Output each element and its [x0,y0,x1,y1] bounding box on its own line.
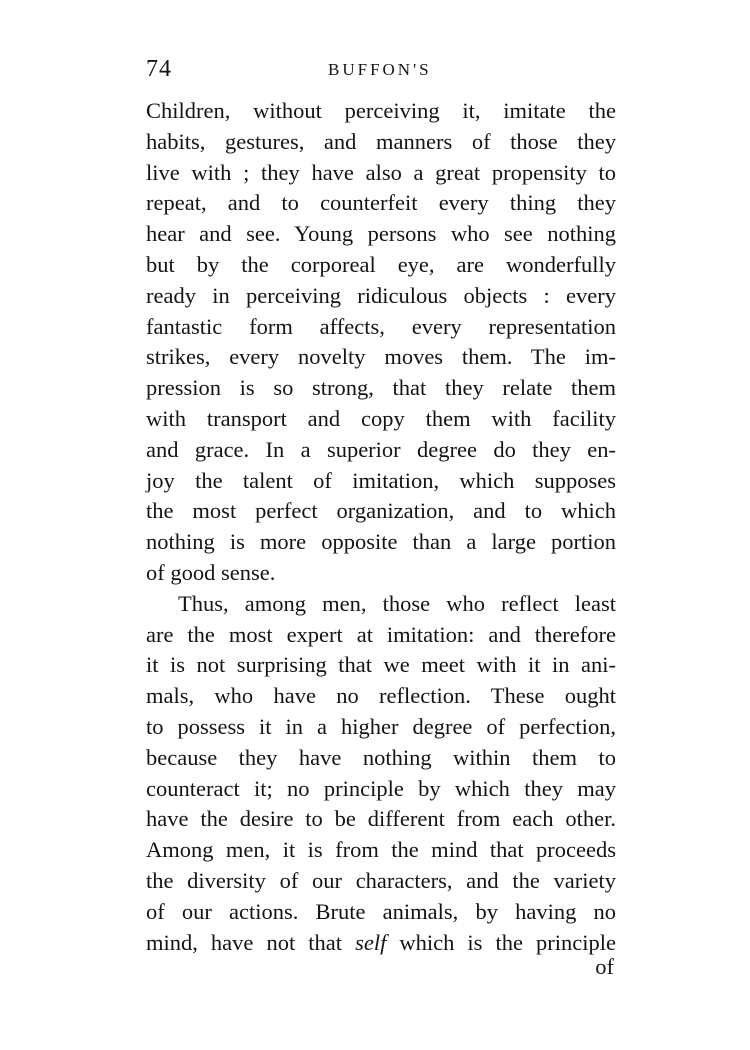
text-line: Among men, it is from the mind that proceeds [146,837,616,863]
text-line: fantastic form affects, every representation [146,313,616,339]
text-line: repeat, and to counterfeit every thing they [146,190,616,216]
text-fragment: which is the principle [386,929,617,955]
text-line: hear and see. Young persons who see nothing [146,221,616,247]
text-line: of our actions. Brute animals, by having no [146,898,616,924]
text-line: to possess it in a higher degree of perfection, [146,713,616,739]
text-line: and grace. In a superior degree do they en- [146,436,616,462]
text-line: the most perfect organization, and to which [146,498,616,524]
text-line: but by the corporeal eye, are wonderfully [146,251,616,277]
page-number: 74 [146,56,172,82]
text-line: of good sense. [146,559,276,585]
text-line: live with ; they have also a great propensity to [146,159,616,185]
text-line: ready in perceiving ridiculous objects : every [146,282,616,308]
text-line: strikes, every novelty moves them. The im- [146,344,616,370]
text-line: it is not surprising that we meet with it in ani- [146,652,616,678]
body-text [146,96,616,958]
italic-word: self [355,929,387,955]
text-line: Thus, among men, those who reflect least [178,590,616,616]
text-line: are the most expert at imitation: and therefore [146,621,616,647]
text-line: joy the talent of imitation, which supposes [146,467,616,493]
catchword: of [595,954,614,979]
text-line-final [146,928,616,959]
text-line: the diversity of our characters, and the variety [146,867,616,893]
text-line: have the desire to be different from each other. [146,806,616,832]
text-fragment: mind, have not that [146,929,356,955]
text-line: mals, who have no reflection. These ought [146,683,616,709]
text-line: with transport and copy them with facility [146,405,616,431]
text-line: because they have nothing within them to [146,744,616,770]
text-line: nothing is more opposite than a large portion [146,529,616,555]
text-line: habits, gestures, and manners of those they [146,128,616,154]
text-line: pression is so strong, that they relate them [146,375,616,401]
running-head: BUFFON'S [328,60,432,79]
text-line: counteract it; no principle by which they may [146,775,616,801]
page-header [146,56,616,86]
text-line: Children, without perceiving it, imitate the [146,98,616,123]
